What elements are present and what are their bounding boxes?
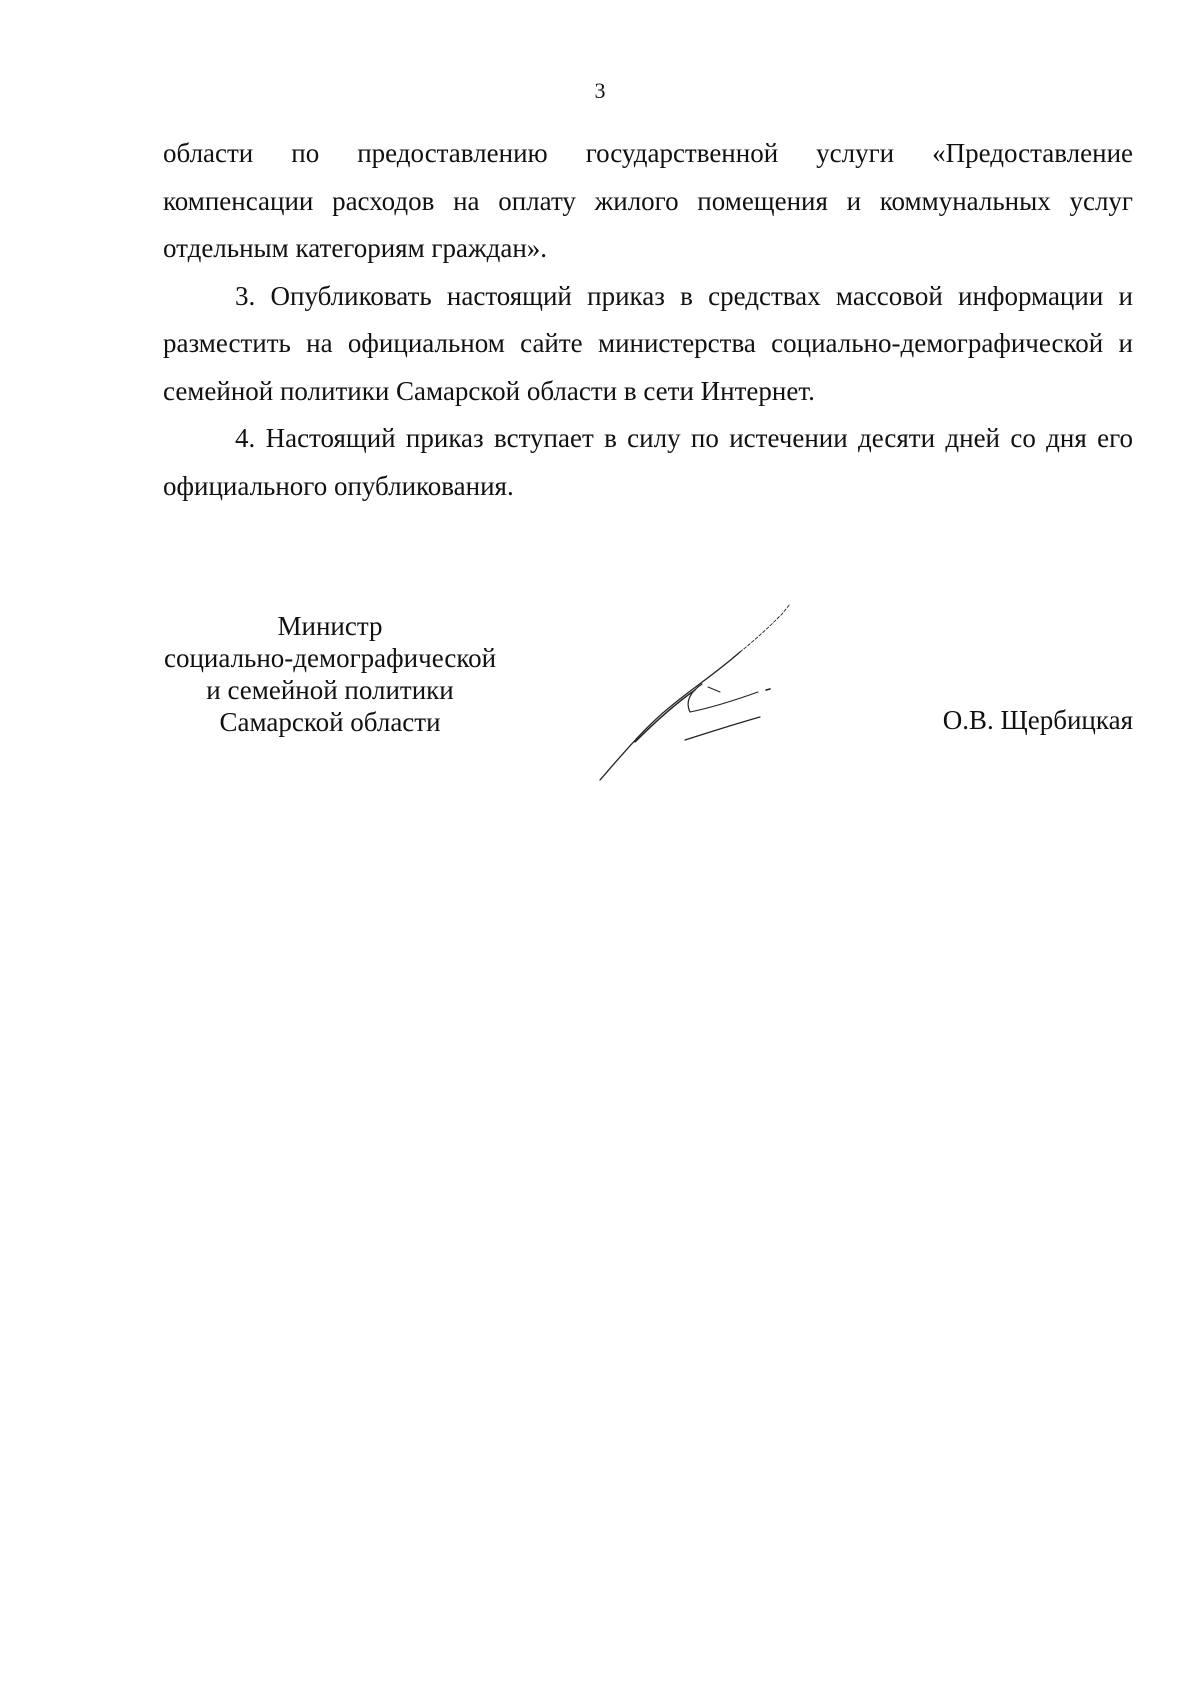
signatory-title-line: социально-демографической: [163, 643, 497, 673]
handwritten-signature: [590, 592, 840, 792]
paragraph-item-4: 4. Настоящий приказ вступает в силу по истечении десяти дней со дня его официального опубликования.: [163, 423, 1133, 501]
paragraph-continuation: области по предоставлению государственной услуги «Предоставление компенсации расходов на оплату жилого помещения и коммунальных услуг отдельным категориям граждан».: [163, 138, 1133, 263]
document-body: [163, 130, 1133, 510]
signatory-title-line: Самарской области: [219, 707, 441, 737]
paragraph-item-3: 3. Опубликовать настоящий приказ в средствах массовой информации и разместить на официальном сайте министерства социально-демографической и семейной политики Самарской области в сети Интернет.: [163, 280, 1133, 406]
signatory-title: [150, 610, 510, 738]
signatory-name: О.В. Щербицкая: [942, 705, 1133, 735]
page-number: 3: [594, 78, 606, 103]
signatory-title-line: Министр: [277, 611, 383, 641]
signatory-title-line: и семейной политики: [206, 675, 454, 705]
